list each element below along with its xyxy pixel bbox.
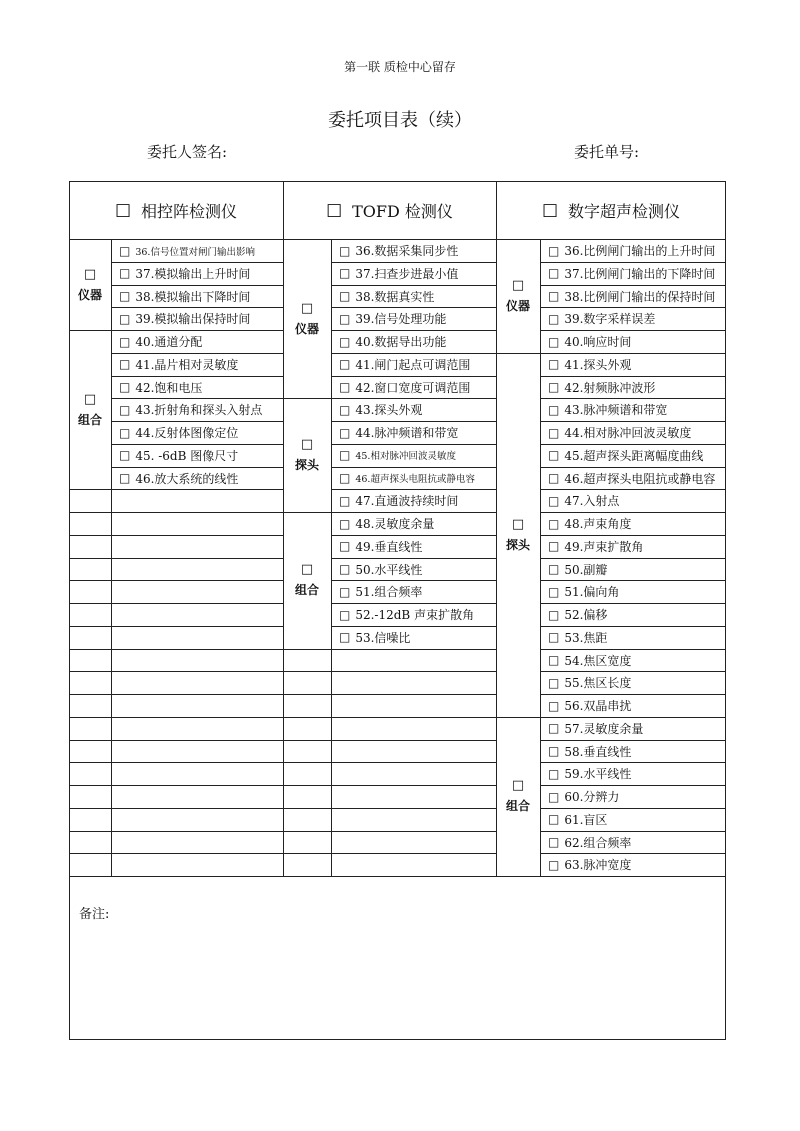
category-boundary: [69, 330, 111, 331]
test-item[interactable]: [548, 580, 724, 603]
test-item-label: 60.分辨力: [564, 790, 620, 804]
row-line: [69, 762, 111, 763]
checkbox-icon[interactable]: □: [300, 437, 314, 453]
checkbox-icon[interactable]: □: [119, 243, 131, 258]
test-item-label: 48.灵敏度余量: [355, 517, 435, 531]
test-item-label: 36.信号位置对闸门输出影响: [135, 246, 255, 258]
test-item-label: 45.超声探头距离幅度曲线: [564, 448, 704, 463]
test-item[interactable]: [548, 489, 724, 512]
checkbox-icon[interactable]: □: [548, 562, 560, 576]
checkbox-icon[interactable]: □: [548, 402, 560, 417]
row-line: [69, 740, 111, 741]
client-signature-label: 委托人签名:: [147, 143, 228, 161]
test-item-label: 47.直通波持续时间: [355, 494, 459, 509]
test-item[interactable]: [548, 512, 724, 535]
test-item[interactable]: [548, 785, 724, 808]
checkbox-icon[interactable]: □: [548, 289, 560, 303]
test-item[interactable]: [339, 558, 494, 581]
row-line: [69, 626, 111, 627]
checkbox-icon[interactable]: □: [339, 562, 351, 576]
test-item[interactable]: [339, 535, 494, 558]
test-item-label: 36.数据采集同步性: [355, 244, 459, 258]
test-item-label: 56.双晶串扰: [564, 699, 632, 713]
row-line: [69, 808, 111, 809]
checkbox-icon[interactable]: □: [83, 266, 97, 282]
test-item-label: 46.超声探头电阻抗或静电容: [355, 474, 475, 485]
table-border-bottom: [69, 1039, 726, 1040]
checkbox-icon[interactable]: □: [548, 311, 560, 326]
test-item-label: 51.偏向角: [564, 585, 620, 600]
test-item-label: 38.模拟输出下降时间: [135, 289, 251, 304]
checkbox-icon[interactable]: □: [119, 334, 131, 349]
test-item-label: 40.数据导出功能: [355, 335, 447, 349]
checkbox-icon[interactable]: □: [119, 471, 131, 485]
checkbox-icon[interactable]: □: [548, 766, 560, 781]
checkbox-icon[interactable]: □: [339, 243, 351, 258]
test-item-label: 38.比例闸门输出的保持时间: [564, 289, 716, 304]
test-item[interactable]: [548, 603, 724, 626]
row-line: [69, 558, 111, 559]
column-heading[interactable]: [283, 181, 496, 239]
test-item-label: 37.模拟输出上升时间: [135, 266, 251, 281]
row-line: [111, 649, 283, 650]
test-item-label: 53.信噪比: [355, 630, 411, 645]
checkbox-icon[interactable]: □: [114, 200, 132, 220]
row-line: [111, 740, 283, 741]
table-border-right: [725, 181, 726, 1040]
test-item[interactable]: [339, 307, 494, 330]
test-item[interactable]: [548, 853, 724, 876]
test-item-label: 36.比例闸门输出的上升时间: [564, 244, 716, 258]
category-cell[interactable]: [496, 239, 540, 353]
row-line: [111, 535, 283, 536]
checkbox-icon[interactable]: □: [339, 448, 351, 463]
test-item-label: 37.比例闸门输出的下降时间: [564, 266, 716, 281]
test-item-label: 41.晶片相对灵敏度: [135, 357, 239, 372]
checkbox-icon[interactable]: □: [83, 391, 97, 407]
test-item[interactable]: [339, 376, 494, 399]
test-item[interactable]: [339, 398, 494, 421]
test-item-label: 41.探头外观: [564, 357, 632, 372]
test-item-label: 39.模拟输出保持时间: [135, 312, 251, 327]
row-line: [283, 831, 331, 832]
test-item-label: 59.水平线性: [564, 767, 632, 782]
test-item[interactable]: [119, 353, 281, 376]
column-heading[interactable]: [69, 181, 283, 239]
row-line: [69, 512, 111, 513]
test-item-label: 40.通道分配: [135, 335, 203, 349]
checkbox-icon[interactable]: □: [548, 516, 560, 531]
test-item-label: 49.声束扩散角: [564, 539, 644, 554]
category-boundary: [283, 398, 331, 399]
checkbox-icon[interactable]: □: [119, 357, 131, 372]
test-item-label: 49.垂直线性: [355, 539, 423, 554]
test-item-label: 52.偏移: [564, 608, 608, 622]
test-item[interactable]: [119, 262, 281, 285]
row-line: [331, 671, 496, 672]
category-label: 仪器: [505, 298, 530, 313]
test-item-label: 52.-12dB 声束扩散角: [355, 608, 475, 622]
category-label: 组合: [77, 412, 102, 427]
row-line: [111, 717, 283, 718]
row-line: [331, 785, 496, 786]
row-line: [69, 785, 111, 786]
row-line: [69, 831, 111, 832]
checkbox-icon[interactable]: □: [339, 584, 351, 599]
category-boundary: [496, 717, 540, 718]
row-line: [69, 853, 111, 854]
row-line: [111, 603, 283, 604]
row-line: [331, 762, 496, 763]
test-item[interactable]: [119, 398, 281, 421]
checkbox-icon[interactable]: □: [326, 200, 343, 220]
checkbox-icon[interactable]: □: [511, 778, 525, 794]
checkbox-icon[interactable]: □: [339, 289, 351, 303]
row-line: [331, 717, 496, 718]
row-line: [111, 580, 283, 581]
checkbox-icon[interactable]: □: [119, 448, 131, 463]
checkbox-icon[interactable]: □: [541, 200, 559, 220]
checkbox-icon[interactable]: □: [548, 357, 560, 372]
test-item[interactable]: [548, 467, 724, 490]
category-cell[interactable]: [283, 398, 331, 512]
test-item[interactable]: [548, 717, 724, 740]
checkbox-icon[interactable]: □: [548, 812, 560, 827]
category-label: 探头: [294, 458, 319, 473]
test-item[interactable]: [548, 239, 724, 262]
column-heading[interactable]: [496, 181, 726, 239]
checkbox-icon[interactable]: □: [548, 698, 560, 713]
category-cell[interactable]: [283, 239, 331, 398]
category-boundary: [496, 876, 540, 877]
test-item[interactable]: [548, 831, 724, 854]
test-item[interactable]: [548, 285, 724, 308]
test-item[interactable]: [339, 444, 494, 467]
test-item[interactable]: [119, 421, 281, 444]
checkbox-icon[interactable]: □: [339, 539, 351, 554]
category-boundary: [496, 353, 540, 354]
test-item[interactable]: [339, 239, 494, 262]
test-item-label: 46.超声探头电阻抗或静电容: [564, 471, 716, 486]
test-item[interactable]: [339, 353, 494, 376]
test-item-label: 43.探头外观: [355, 403, 423, 418]
test-item[interactable]: [119, 285, 281, 308]
category-cell[interactable]: [69, 330, 111, 489]
order-number-label: 委托单号:: [574, 143, 640, 161]
test-item-label: 55.焦区长度: [564, 676, 632, 691]
checkbox-icon[interactable]: □: [548, 584, 560, 599]
checkbox-icon[interactable]: □: [548, 266, 560, 281]
checkbox-icon[interactable]: □: [339, 311, 351, 326]
checkbox-icon[interactable]: □: [548, 334, 560, 349]
checkbox-icon[interactable]: □: [548, 630, 560, 645]
checkbox-icon[interactable]: □: [548, 721, 560, 736]
test-item[interactable]: [548, 694, 724, 717]
checkbox-icon[interactable]: □: [548, 744, 560, 758]
test-item-label: 37.扫查步进最小值: [355, 266, 459, 281]
test-item[interactable]: [119, 467, 281, 490]
checkbox-icon[interactable]: □: [300, 300, 314, 316]
test-item[interactable]: [548, 808, 724, 831]
test-item[interactable]: [339, 285, 494, 308]
test-item-label: 51.组合频率: [355, 585, 423, 600]
checkbox-icon[interactable]: □: [339, 471, 351, 485]
category-boundary: [283, 512, 331, 513]
row-line: [111, 808, 283, 809]
test-item[interactable]: [548, 376, 724, 399]
item-table: [69, 181, 726, 1040]
checkbox-icon[interactable]: □: [339, 493, 351, 508]
test-item[interactable]: [548, 762, 724, 785]
row-line: [283, 740, 331, 741]
test-item[interactable]: [548, 353, 724, 376]
checkbox-icon[interactable]: □: [548, 653, 560, 667]
test-item-label: 39.数字采样误差: [564, 312, 656, 327]
checkbox-icon[interactable]: □: [511, 516, 525, 532]
checkbox-icon[interactable]: □: [548, 493, 560, 508]
test-item[interactable]: [548, 444, 724, 467]
checkbox-icon[interactable]: □: [548, 789, 560, 804]
checkbox-icon[interactable]: □: [119, 289, 131, 303]
test-item-label: 42.窗口宽度可调范围: [355, 380, 471, 395]
test-item-label: 44.脉冲频谱和带宽: [355, 426, 459, 440]
remarks-label: 备注:: [79, 907, 110, 922]
test-item-label: 41.闸门起点可调范围: [355, 357, 471, 372]
test-item[interactable]: [119, 376, 281, 399]
category-cell[interactable]: [283, 512, 331, 649]
row-line: [111, 831, 283, 832]
test-item[interactable]: [548, 262, 724, 285]
row-line: [69, 580, 111, 581]
row-line: [283, 694, 331, 695]
test-item-label: 61.盲区: [564, 812, 608, 827]
test-item[interactable]: [339, 489, 494, 512]
column-heading-label: TOFD 检测仪: [352, 201, 453, 221]
test-item-label: 50.副瓣: [564, 562, 608, 577]
checkbox-icon[interactable]: □: [548, 607, 560, 622]
checkbox-icon[interactable]: □: [339, 402, 351, 417]
test-item[interactable]: [339, 626, 494, 649]
test-item[interactable]: [548, 558, 724, 581]
row-line: [69, 489, 111, 490]
checkbox-icon[interactable]: □: [511, 277, 525, 293]
test-item[interactable]: [339, 421, 494, 444]
checkbox-icon[interactable]: □: [548, 675, 560, 690]
checkbox-icon[interactable]: □: [339, 357, 351, 372]
checkbox-icon[interactable]: □: [339, 380, 351, 394]
test-item[interactable]: [339, 330, 494, 353]
row-line: [111, 558, 283, 559]
test-item-label: 44.反射体图像定位: [135, 426, 239, 440]
checkbox-icon[interactable]: □: [548, 243, 560, 258]
checkbox-icon[interactable]: □: [339, 425, 351, 440]
copy-label: 第一联 质检中心留存: [344, 60, 456, 74]
checkbox-icon[interactable]: □: [339, 266, 351, 281]
test-item[interactable]: [119, 307, 281, 330]
test-item[interactable]: [119, 330, 281, 353]
test-item-label: 53.焦距: [564, 630, 608, 645]
test-item[interactable]: [119, 444, 281, 467]
category-cell[interactable]: [496, 353, 540, 717]
test-item[interactable]: [548, 740, 724, 763]
test-item-label: 54.焦区宽度: [564, 653, 632, 668]
row-line: [331, 740, 496, 741]
test-item-label: 48.声束角度: [564, 517, 632, 531]
checkbox-icon[interactable]: □: [119, 425, 131, 440]
checkbox-icon[interactable]: □: [548, 448, 560, 463]
checkbox-icon[interactable]: □: [548, 857, 560, 872]
test-item-label: 50.水平线性: [355, 562, 423, 577]
row-line: [111, 512, 283, 513]
test-item-label: 62.组合频率: [564, 835, 632, 850]
category-label: 组合: [294, 583, 319, 598]
test-item[interactable]: [548, 535, 724, 558]
test-item[interactable]: [548, 398, 724, 421]
row-line: [331, 694, 496, 695]
test-item[interactable]: [339, 467, 494, 490]
category-label: 组合: [505, 799, 530, 814]
test-item[interactable]: [548, 649, 724, 672]
row-line: [111, 785, 283, 786]
row-line: [69, 671, 111, 672]
test-item-label: 44.相对脉冲回波灵敏度: [564, 426, 692, 440]
category-label: 仪器: [77, 287, 102, 302]
test-item[interactable]: [548, 421, 724, 444]
test-item[interactable]: [548, 307, 724, 330]
row-line: [283, 762, 331, 763]
checkbox-icon[interactable]: □: [339, 334, 351, 349]
row-line: [111, 853, 283, 854]
test-item-label: 46.放大系统的线性: [135, 471, 239, 486]
row-line: [111, 671, 283, 672]
test-item-label: 42.饱和电压: [135, 380, 203, 395]
row-line: [111, 694, 283, 695]
row-line: [69, 694, 111, 695]
test-item[interactable]: [548, 626, 724, 649]
checkbox-icon[interactable]: □: [548, 471, 560, 485]
test-item-label: 45. -6dB 图像尺寸: [135, 448, 239, 463]
row-line: [69, 717, 111, 718]
row-line: [69, 649, 111, 650]
row-line: [111, 762, 283, 763]
row-line: [331, 808, 496, 809]
test-item-label: 40.响应时间: [564, 335, 632, 349]
category-cell[interactable]: [496, 717, 540, 876]
checkbox-icon[interactable]: □: [339, 630, 351, 645]
test-item-label: 47.入射点: [564, 494, 620, 509]
row-line: [69, 535, 111, 536]
checkbox-icon[interactable]: □: [548, 835, 560, 849]
test-item-label: 42.射频脉冲波形: [564, 380, 656, 395]
row-line: [283, 808, 331, 809]
checkbox-icon[interactable]: □: [548, 539, 560, 554]
row-line: [283, 649, 331, 650]
column-heading-label: 数字超声检测仪: [568, 201, 681, 221]
checkbox-icon[interactable]: □: [119, 311, 131, 326]
checkbox-icon[interactable]: □: [119, 380, 131, 394]
checkbox-icon[interactable]: □: [339, 607, 351, 622]
row-line: [283, 785, 331, 786]
test-item-label: 43.折射角和探头入射点: [135, 403, 263, 418]
test-item-label: 39.信号处理功能: [355, 312, 447, 327]
category-label: 探头: [505, 537, 530, 552]
category-label: 仪器: [294, 321, 319, 336]
row-line: [69, 603, 111, 604]
test-item[interactable]: [548, 330, 724, 353]
column-heading-label: 相控阵检测仪: [141, 201, 238, 221]
row-line: [283, 671, 331, 672]
row-line: [283, 853, 331, 854]
row-line: [283, 717, 331, 718]
test-item-label: 58.垂直线性: [564, 744, 632, 759]
test-item[interactable]: [119, 239, 281, 262]
checkbox-icon[interactable]: □: [339, 516, 351, 531]
test-item-label: 45.相对脉冲回波灵敏度: [355, 451, 456, 463]
test-item-label: 57.灵敏度余量: [564, 721, 644, 736]
checkbox-icon[interactable]: □: [548, 380, 560, 394]
test-item[interactable]: [548, 671, 724, 694]
category-cell[interactable]: [69, 239, 111, 330]
row-line: [111, 626, 283, 627]
test-item-label: 63.脉冲宽度: [564, 858, 632, 873]
form-title: 委托项目表（续）: [328, 110, 472, 131]
test-item-label: 43.脉冲频谱和带宽: [564, 403, 668, 418]
checkbox-icon[interactable]: □: [119, 266, 131, 281]
row-line: [331, 831, 496, 832]
test-item[interactable]: [339, 262, 494, 285]
test-item[interactable]: [339, 603, 494, 626]
row-line: [331, 853, 496, 854]
test-item[interactable]: [339, 512, 494, 535]
test-item[interactable]: [339, 580, 494, 603]
checkbox-icon[interactable]: □: [300, 562, 314, 578]
checkbox-icon[interactable]: □: [119, 402, 131, 417]
checkbox-icon[interactable]: □: [548, 425, 560, 440]
test-item-label: 38.数据真实性: [355, 289, 435, 304]
